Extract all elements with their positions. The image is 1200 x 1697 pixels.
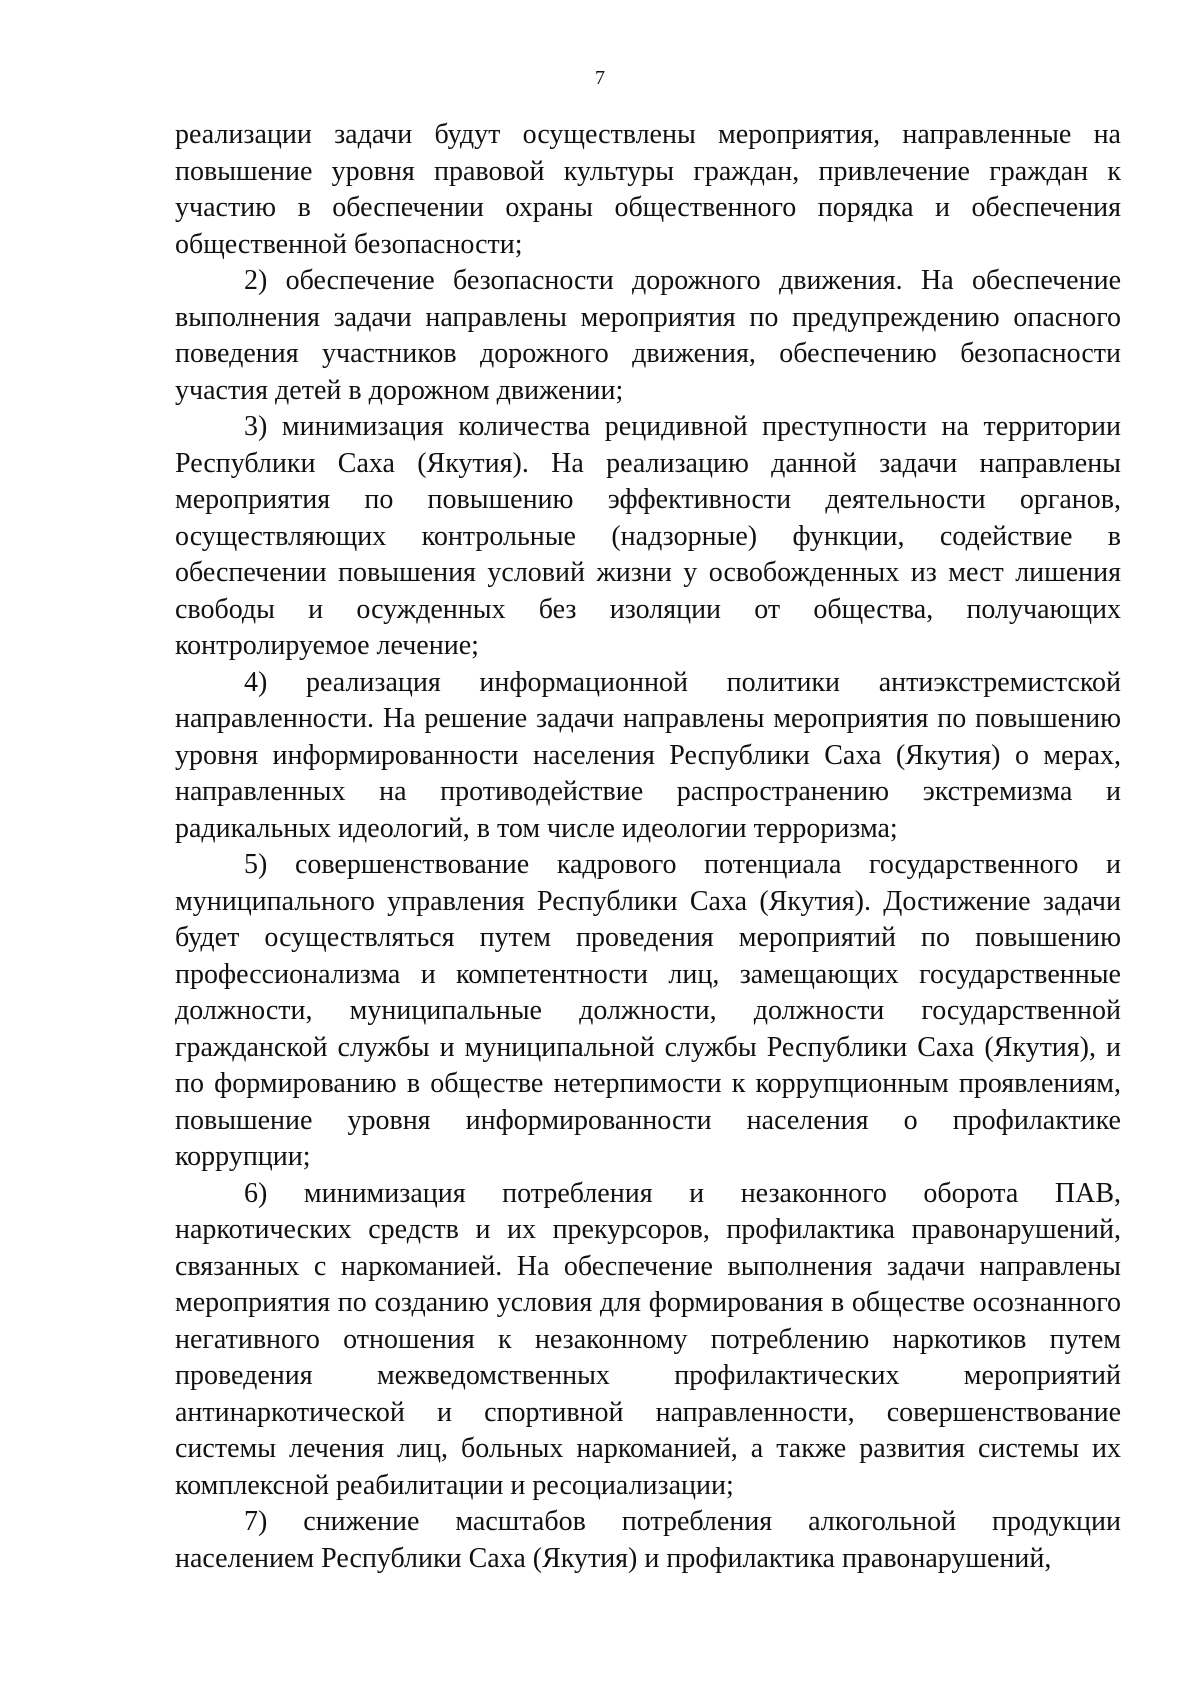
paragraph-item-3: 3) минимизация количества рецидивной преступности на территории Республики Саха (Якутия). На реализацию данной задачи направлены мероприятия по повышению эффективности деятельности органов, осуществляющих контрольные (надзорные) функции, содействие в обеспечении повышения условий жизни у освобожденных из мест лишения свободы и осужденных без изоляции от общества, получающих контролируемое лечение; <box>175 411 1121 661</box>
paragraph-item-6: 6) минимизация потребления и незаконного оборота ПАВ, наркотических средств и их прекурсоров, профилактика правонарушений, связанных с наркоманией. На обеспечение выполнения задачи направлены мероприятия по созданию условия для формирования в обществе осознанного негативного отношения к незаконному потреблению наркотиков путем проведения межведомственных профилактических мероприятий антинаркотической и спортивной направленности, совершенствование системы лечения лиц, больных наркоманией, а также развития системы их комплексной реабилитации и ресоциализации; <box>175 1177 1121 1501</box>
document-body <box>175 117 1121 1577</box>
page-number: 7 <box>595 67 605 89</box>
paragraph-continuation: реализации задачи будут осуществлены мероприятия, направленные на повышение уровня правовой культуры граждан, привлечение граждан к участию в обеспечении охраны общественного порядка и обеспечения общественной безопасности; <box>175 119 1121 260</box>
paragraph-item-5: 5) совершенствование кадрового потенциала государственного и муниципального управления Республики Саха (Якутия). Достижение задачи будет осуществляться путем проведения мероприятий по повышению профессионализма и компетентности лиц, замещающих государственные должности, муниципальные должности, должности государственной гражданской службы и муниципальной службы Республики Саха (Якутия), и по формированию в обществе нетерпимости к коррупционным проявлениям, повышение уровня информированности населения о профилактике коррупции; <box>175 849 1121 1172</box>
paragraph-item-2: 2) обеспечение безопасности дорожного движения. На обеспечение выполнения задачи направлены мероприятия по предупреждению опасного поведения участников дорожного движения, обеспечению безопасности участия детей в дорожном движении; <box>175 265 1121 406</box>
paragraph-item-7: 7) снижение масштабов потребления алкогольной продукции населением Республики Саха (Якутия) и профилактика правонарушений, <box>175 1506 1121 1574</box>
paragraph-item-4: 4) реализация информационной политики антиэкстремистской направленности. На решение задачи направлены мероприятия по повышению уровня информированности населения Республики Саха (Якутия) о мерах, направленных на противодействие распространению экстремизма и радикальных идеологий, в том числе идеологии терроризма; <box>175 666 1121 844</box>
